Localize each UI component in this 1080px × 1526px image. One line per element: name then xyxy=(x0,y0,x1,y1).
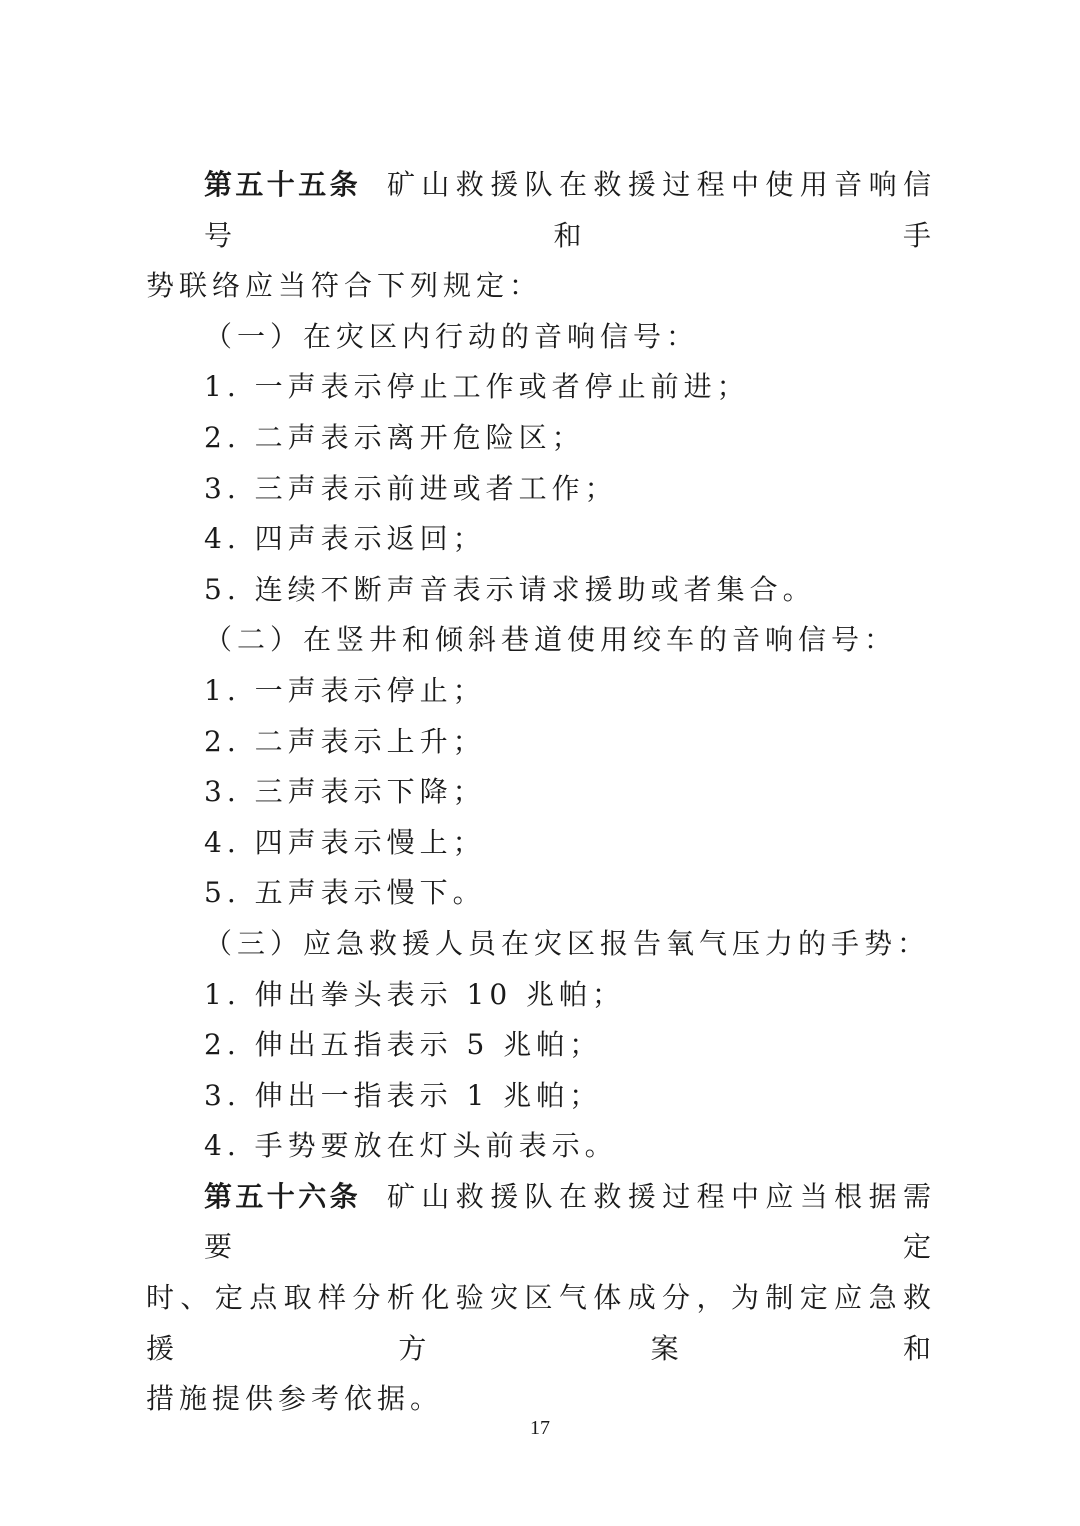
section-3-item: 4. 手势要放在灯头前表示。 xyxy=(204,1129,618,1163)
section-1-item: 2. 二声表示离开危险区； xyxy=(204,420,585,454)
article-55-intro-line-2: 势联络应当符合下列规定： xyxy=(146,269,543,303)
section-3-item: 3. 伸出一指表示 1 兆帕； xyxy=(204,1078,603,1112)
section-1-item: 5. 连续不断声音表示请求援助或者集合。 xyxy=(204,572,816,606)
section-1-heading: （一）在灾区内行动的音响信号： xyxy=(204,319,700,353)
article-55-intro-text: 矿山救援队在救援过程中使用音响信号和手 xyxy=(204,168,936,252)
section-3-heading: （三）应急救援人员在灾区报告氧气压力的手势： xyxy=(204,926,931,960)
section-2-item: 3. 三声表示下降； xyxy=(204,775,486,809)
article-55-intro-line-1 xyxy=(146,160,936,261)
section-1-item: 3. 三声表示前进或者工作； xyxy=(204,471,618,505)
article-56-line-1-text: 矿山救援队在救援过程中应当根据需要定 xyxy=(204,1179,936,1264)
article-56-line-3: 措施提供参考依据。 xyxy=(146,1382,444,1416)
section-2-heading: （二）在竖井和倾斜巷道使用绞车的音响信号： xyxy=(204,623,898,657)
page-number: 17 xyxy=(530,1417,550,1439)
article-55-title: 第五十五条 xyxy=(204,168,361,201)
section-3-item: 1. 伸出拳头表示 10 兆帕； xyxy=(204,977,626,1011)
article-56-title: 第五十六条 xyxy=(204,1179,361,1213)
document-body xyxy=(146,160,936,1425)
section-1-item: 1. 一声表示停止工作或者停止前进； xyxy=(204,370,750,404)
section-2-item: 2. 二声表示上升； xyxy=(204,724,486,758)
section-2-item: 5. 五声表示慢下。 xyxy=(204,876,486,910)
section-1-item: 4. 四声表示返回； xyxy=(204,522,486,556)
article-56-line-2: 时、定点取样分析化验灾区气体成分，为制定应急救援方案和 xyxy=(146,1281,936,1365)
section-3-item: 2. 伸出五指表示 5 兆帕； xyxy=(204,1028,603,1062)
section-2-item: 1. 一声表示停止； xyxy=(204,673,486,707)
section-2-item: 4. 四声表示慢上； xyxy=(204,825,486,859)
article-56-line-1 xyxy=(146,1172,936,1273)
